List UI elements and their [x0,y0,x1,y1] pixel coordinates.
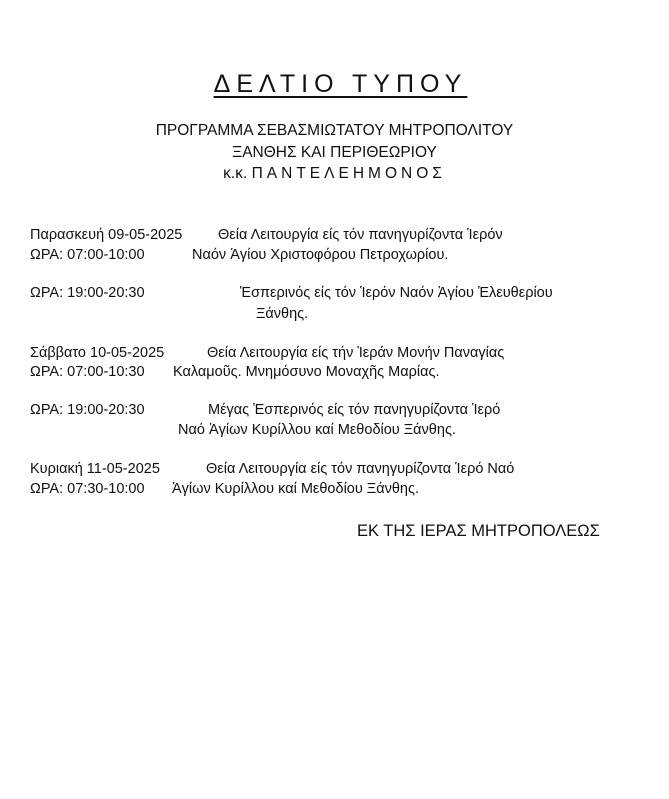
entry-1-time: ΩΡΑ: 07:00-10:00 [30,247,145,263]
entry-5-date: Κυριακή 11-05-2025 [30,461,160,477]
entry-1-desc-line2: Ναόν Ἁγίου Χριστοφόρου Πετροχωρίου. [192,247,449,263]
metropolitan-name: ΠΑΝΤΕΛΕΗΜΟΝΟΣ [251,165,446,182]
entry-3-desc-line1: Θεία Λειτουργία είς τήν Ἱεράν Μονήν Παναγίας [207,345,505,361]
entry-1-date: Παρασκευή 09-05-2025 [30,227,183,243]
entry-3-date: Σάββατο 10-05-2025 [30,345,165,361]
program-heading-line1: ΠΡΟΓΡΑΜΜΑ ΣΕΒΑΣΜΙΩΤΑΤΟΥ ΜΗΤΡΟΠΟΛΙΤΟΥ [155,122,514,139]
entry-2-desc-line1: Ἑσπερινός είς τόν Ἱερόν Ναόν Ἁγίου Ἐλευθερίου [240,285,553,301]
entry-4-time: ΩΡΑ: 19:00-20:30 [30,402,145,418]
entry-4-desc-line1: Μέγας Ἑσπερινός είς τόν πανηγυρίζοντα Ἱερό [208,402,501,418]
entry-2-time: ΩΡΑ: 19:00-20:30 [30,285,145,301]
entry-3-time: ΩΡΑ: 07:00-10:30 [30,364,145,380]
entry-2-desc-line2: Ξάνθης. [256,306,309,322]
program-heading-line3 [0,164,669,184]
entry-5-desc-line2: Ἁγίων Κυρίλλου καί Μεθοδίου Ξάνθης. [172,481,420,497]
entry-5-time: ΩΡΑ: 07:30-10:00 [30,481,145,497]
entry-4-desc-line2: Ναό Ἁγίων Κυρίλλου καί Μεθοδίου Ξάνθης. [178,422,456,438]
honorific-prefix: κ.κ. [223,165,248,182]
program-heading-line2: ΞΑΝΘΗΣ ΚΑΙ ΠΕΡΙΘΕΩΡΙΟΥ [232,144,437,161]
entry-5-desc-line1: Θεία Λειτουργία είς τόν πανηγυρίζοντα Ἱερό Ναό [206,461,515,477]
entry-3-desc-line2: Καλαμοῦς. Μνημόσυνο Μοναχῆς Μαρίας. [173,364,440,380]
signature-line: ΕΚ ΤΗΣ ΙΕΡΑΣ ΜΗΤΡΟΠΟΛΕΩΣ [357,522,600,540]
entry-1-desc-line1: Θεία Λειτουργία είς τόν πανηγυρίζοντα Ἱερόν [218,227,503,243]
page-title: ΔΕΛΤΙΟ ΤΥΠΟΥ [213,70,468,98]
